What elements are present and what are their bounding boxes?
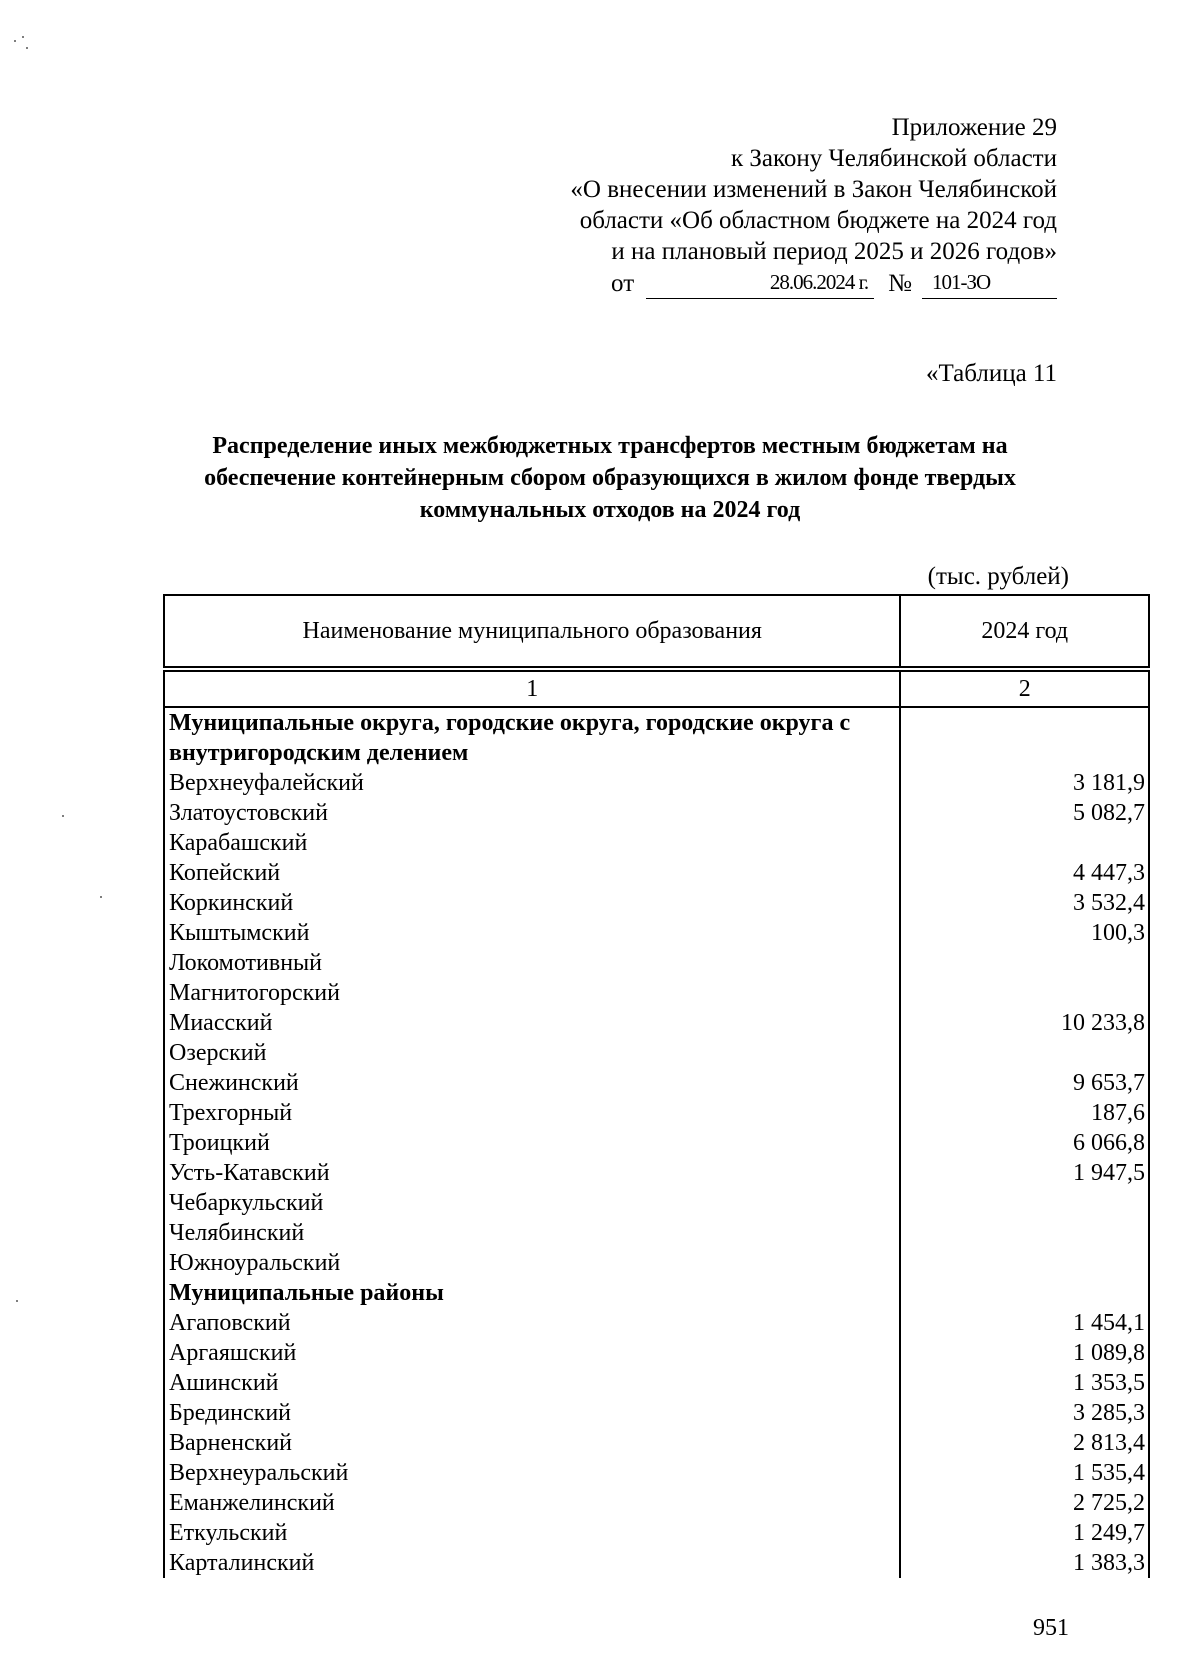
municipality-name: Миасский xyxy=(164,1008,900,1038)
section-header-row xyxy=(164,1278,1149,1308)
header-line-title-2: области «Об областном бюджете на 2024 год xyxy=(579,207,1057,234)
scan-speck xyxy=(100,896,102,898)
amount-2024: 10 233,8 xyxy=(900,1008,1149,1038)
amount-2024: 1 089,8 xyxy=(900,1338,1149,1368)
law-number: 101-ЗО xyxy=(922,267,1057,299)
law-reference-header xyxy=(497,112,1057,299)
table-row xyxy=(164,1458,1149,1488)
amount-2024 xyxy=(900,948,1149,978)
table-row xyxy=(164,768,1149,798)
section-title: Муниципальные районы xyxy=(164,1278,900,1308)
scan-speck xyxy=(16,1300,18,1302)
table-row xyxy=(164,1308,1149,1338)
amount-2024: 5 082,7 xyxy=(900,798,1149,828)
header-line-law: к Закону Челябинской области xyxy=(731,145,1057,172)
municipality-name: Трехгорный xyxy=(164,1098,900,1128)
amount-2024 xyxy=(900,978,1149,1008)
municipality-name: Аргаяшский xyxy=(164,1338,900,1368)
municipality-name: Магнитогорский xyxy=(164,978,900,1008)
amount-2024: 4 447,3 xyxy=(900,858,1149,888)
law-date: 28.06.2024 г. xyxy=(646,267,874,299)
column-number-row xyxy=(164,671,1149,707)
number-sign: № xyxy=(888,270,912,297)
scan-speck xyxy=(22,36,24,38)
header-line-title-3: и на плановый период 2025 и 2026 годов» xyxy=(611,238,1057,265)
amount-2024: 2 725,2 xyxy=(900,1488,1149,1518)
amount-2024: 1 535,4 xyxy=(900,1458,1149,1488)
table-row xyxy=(164,1218,1149,1248)
table-row xyxy=(164,888,1149,918)
table-row xyxy=(164,828,1149,858)
municipality-name: Снежинский xyxy=(164,1068,900,1098)
amount-2024 xyxy=(900,828,1149,858)
amount-2024: 3 532,4 xyxy=(900,888,1149,918)
amount-2024: 100,3 xyxy=(900,918,1149,948)
table-row xyxy=(164,798,1149,828)
section-header-row xyxy=(164,707,1149,768)
table-row xyxy=(164,1488,1149,1518)
municipality-name: Коркинский xyxy=(164,888,900,918)
amount-2024: 2 813,4 xyxy=(900,1428,1149,1458)
table-row xyxy=(164,1518,1149,1548)
municipality-name: Варненский xyxy=(164,1428,900,1458)
amount-2024: 6 066,8 xyxy=(900,1128,1149,1158)
table-row xyxy=(164,1008,1149,1038)
amount-2024: 1 353,5 xyxy=(900,1368,1149,1398)
section-title: Муниципальные округа, городские округа, городские округа с внутригородским делением xyxy=(164,707,900,768)
municipality-name: Копейский xyxy=(164,858,900,888)
amount-2024 xyxy=(900,1038,1149,1068)
table-row xyxy=(164,1338,1149,1368)
municipality-name: Усть-Катавский xyxy=(164,1158,900,1188)
header-line-title-1: «О внесении изменений в Закон Челябинской xyxy=(570,176,1057,203)
amount-2024 xyxy=(900,1248,1149,1278)
column-number-1: 1 xyxy=(164,671,900,707)
date-prefix: от xyxy=(611,270,635,297)
units-label: (тыс. рублей) xyxy=(927,563,1069,590)
table-header-row xyxy=(164,595,1149,667)
scan-speck xyxy=(26,47,28,49)
table-row xyxy=(164,1248,1149,1278)
municipality-name: Златоустовский xyxy=(164,798,900,828)
table-row xyxy=(164,1548,1149,1578)
table-row xyxy=(164,1158,1149,1188)
scan-speck xyxy=(14,40,16,42)
amount-2024: 9 653,7 xyxy=(900,1068,1149,1098)
table-row xyxy=(164,1098,1149,1128)
amount-2024: 1 249,7 xyxy=(900,1518,1149,1548)
date-number-line xyxy=(497,267,1057,299)
table-row xyxy=(164,1368,1149,1398)
municipality-name: Еманжелинский xyxy=(164,1488,900,1518)
amount-2024: 1 947,5 xyxy=(900,1158,1149,1188)
column-number-2: 2 xyxy=(900,671,1149,707)
table-row xyxy=(164,978,1149,1008)
amount-2024 xyxy=(900,1218,1149,1248)
municipality-name: Челябинский xyxy=(164,1218,900,1248)
amount-2024: 1 454,1 xyxy=(900,1308,1149,1338)
header-line-appendix: Приложение 29 xyxy=(891,114,1057,141)
municipality-name: Карабашский xyxy=(164,828,900,858)
table-row xyxy=(164,1128,1149,1158)
amount-2024: 187,6 xyxy=(900,1098,1149,1128)
municipality-name: Верхнеуральский xyxy=(164,1458,900,1488)
scan-speck xyxy=(62,815,64,817)
municipality-name: Локомотивный xyxy=(164,948,900,978)
municipality-name: Карталинский xyxy=(164,1548,900,1578)
table-row xyxy=(164,1188,1149,1218)
amount-2024 xyxy=(900,707,1149,768)
column-header-year: 2024 год xyxy=(900,595,1149,667)
municipality-name: Чебаркульский xyxy=(164,1188,900,1218)
table-row xyxy=(164,918,1149,948)
transfers-table xyxy=(163,594,1150,1578)
table-label: «Таблица 11 xyxy=(926,360,1057,387)
table-row xyxy=(164,1038,1149,1068)
amount-2024: 3 181,9 xyxy=(900,768,1149,798)
amount-2024 xyxy=(900,1278,1149,1308)
municipality-name: Агаповский xyxy=(164,1308,900,1338)
table-row xyxy=(164,1068,1149,1098)
column-header-name: Наименование муниципального образования xyxy=(164,595,900,667)
document-title: Распределение иных межбюджетных трансфертов местным бюджетам на обеспечение контейнерным сбором образующихся в жилом фонде твердых коммунальных отходов на 2024 год xyxy=(204,433,1016,523)
amount-2024 xyxy=(900,1188,1149,1218)
municipality-name: Кыштымский xyxy=(164,918,900,948)
municipality-name: Брединский xyxy=(164,1398,900,1428)
amount-2024: 1 383,3 xyxy=(900,1548,1149,1578)
municipality-name: Озерский xyxy=(164,1038,900,1068)
municipality-name: Троицкий xyxy=(164,1128,900,1158)
table-row xyxy=(164,948,1149,978)
table-row xyxy=(164,858,1149,888)
municipality-name: Ашинский xyxy=(164,1368,900,1398)
page-number: 951 xyxy=(1033,1615,1069,1641)
amount-2024: 3 285,3 xyxy=(900,1398,1149,1428)
table-row xyxy=(164,1398,1149,1428)
municipality-name: Верхнеуфалейский xyxy=(164,768,900,798)
table-row xyxy=(164,1428,1149,1458)
municipality-name: Еткульский xyxy=(164,1518,900,1548)
municipality-name: Южноуральский xyxy=(164,1248,900,1278)
